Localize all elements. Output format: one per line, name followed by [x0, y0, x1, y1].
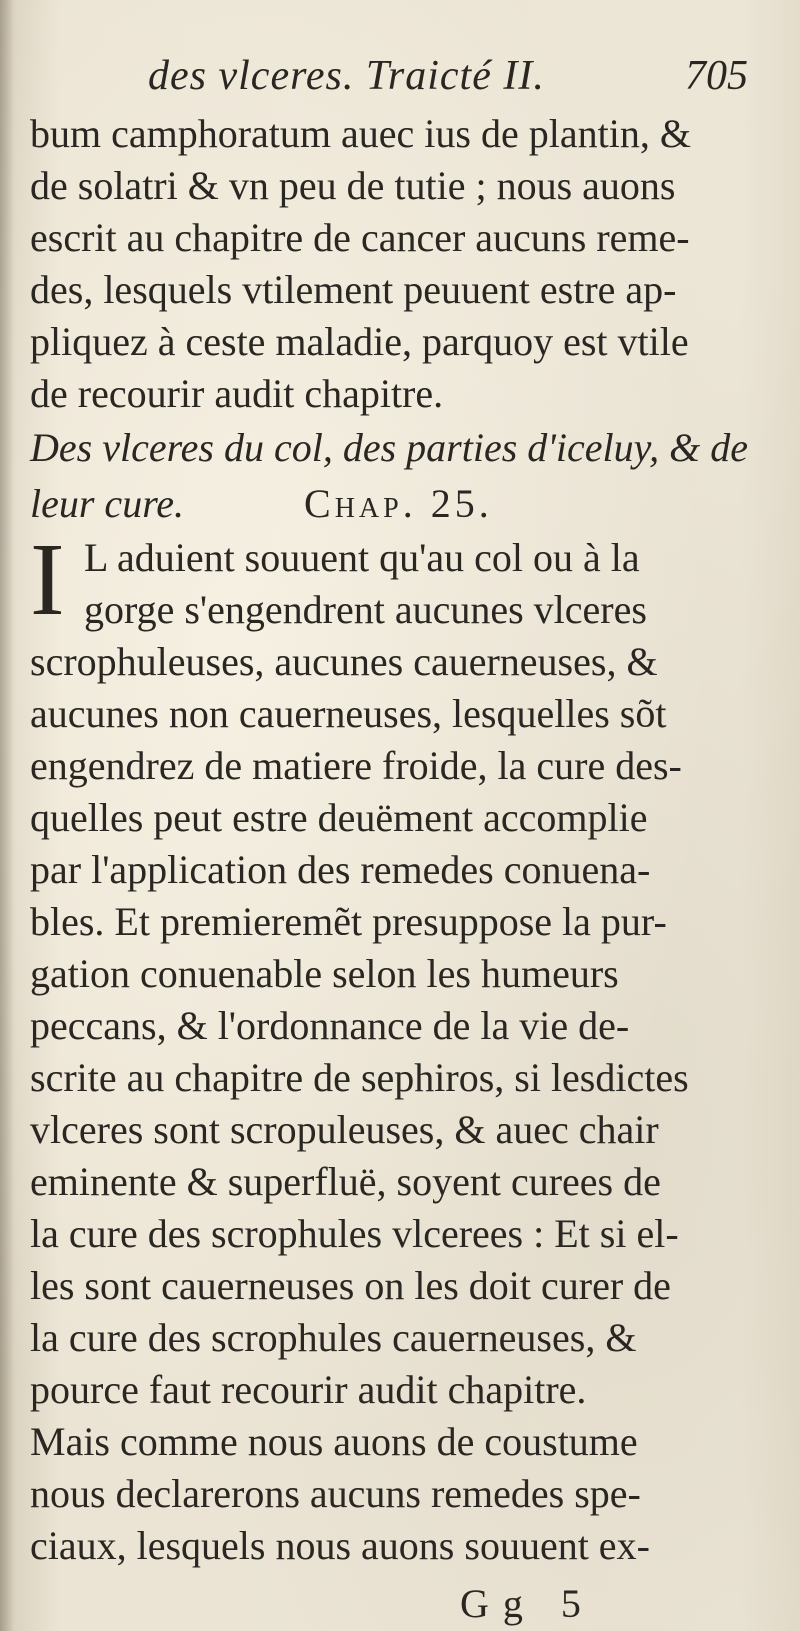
- text-line: des, lesquels vtilement peuuent estre ap-: [30, 267, 677, 312]
- page-gutter-shadow: [0, 0, 14, 1631]
- text-line: ciaux, lesquels nous auons souuent ex-: [30, 1523, 650, 1568]
- text-line: nous declarerons aucuns remedes spe-: [30, 1471, 641, 1516]
- text-line: eminente & superfluë, soyent curees de: [30, 1159, 661, 1204]
- page-number: 705: [685, 53, 748, 99]
- text-line: aucunes non cauerneuses, lesquelles sõt: [30, 691, 667, 736]
- drop-cap-paragraph-start: [30, 522, 750, 637]
- chapter-title-line-2: [30, 476, 750, 532]
- text-line: la cure des scrophules vlcerees : Et si el-: [30, 1211, 679, 1256]
- chapter-title-line-1: Des vlceres du col, des parties d'iceluy, & de: [30, 425, 748, 470]
- signature-mark: Gg 5: [460, 1581, 595, 1626]
- text-line: scrite au chapitre de sephiros, si lesdictes: [30, 1055, 689, 1100]
- text-line: la cure des scrophules cauerneuses, &: [30, 1315, 637, 1360]
- page-header: [148, 52, 748, 108]
- text-line: de solatri & vn peu de tutie ; nous auons: [30, 163, 676, 208]
- text-line: par l'application des remedes conuena-: [30, 847, 651, 892]
- text-line: engendrez de matiere froide, la cure des-: [30, 743, 682, 788]
- text-line: scrophuleuses, aucunes cauerneuses, &: [30, 639, 658, 684]
- text-line: bles. Et premieremẽt presuppose la pur-: [30, 899, 667, 944]
- text-line: les sont cauerneuses on les doit curer de: [30, 1263, 671, 1308]
- text-line: quelles peut estre deuëment accomplie: [30, 795, 648, 840]
- text-line: escrit au chapitre de cancer aucuns reme-: [30, 215, 690, 260]
- text-line: gorge s'engendrent aucunes vlceres: [84, 587, 647, 632]
- running-head: des vlceres. Traicté II.: [148, 53, 545, 99]
- text-line: gation conuenable selon les humeurs: [30, 951, 619, 996]
- text-line: peccans, & l'ordonnance de la vie de-: [30, 1003, 630, 1048]
- text-line: vlceres sont scropuleuses, & auec chair: [30, 1107, 659, 1152]
- text-line: bum camphoratum auec ius de plantin, &: [30, 111, 691, 156]
- text-line: pource faut recourir audit chapitre.: [30, 1367, 587, 1412]
- text-line: pliquez à ceste maladie, parquoy est vtile: [30, 319, 689, 364]
- text-line: Mais comme nous auons de coustume: [30, 1419, 638, 1464]
- chapter-title-end: leur cure.: [30, 481, 185, 526]
- text-line: L aduient souuent qu'au col ou à la: [84, 535, 640, 580]
- body-text: [30, 108, 750, 1572]
- chapter-number: Chap. 25.: [304, 481, 493, 526]
- drop-cap-letter: I: [30, 522, 65, 637]
- text-line: de recourir audit chapitre.: [30, 371, 444, 416]
